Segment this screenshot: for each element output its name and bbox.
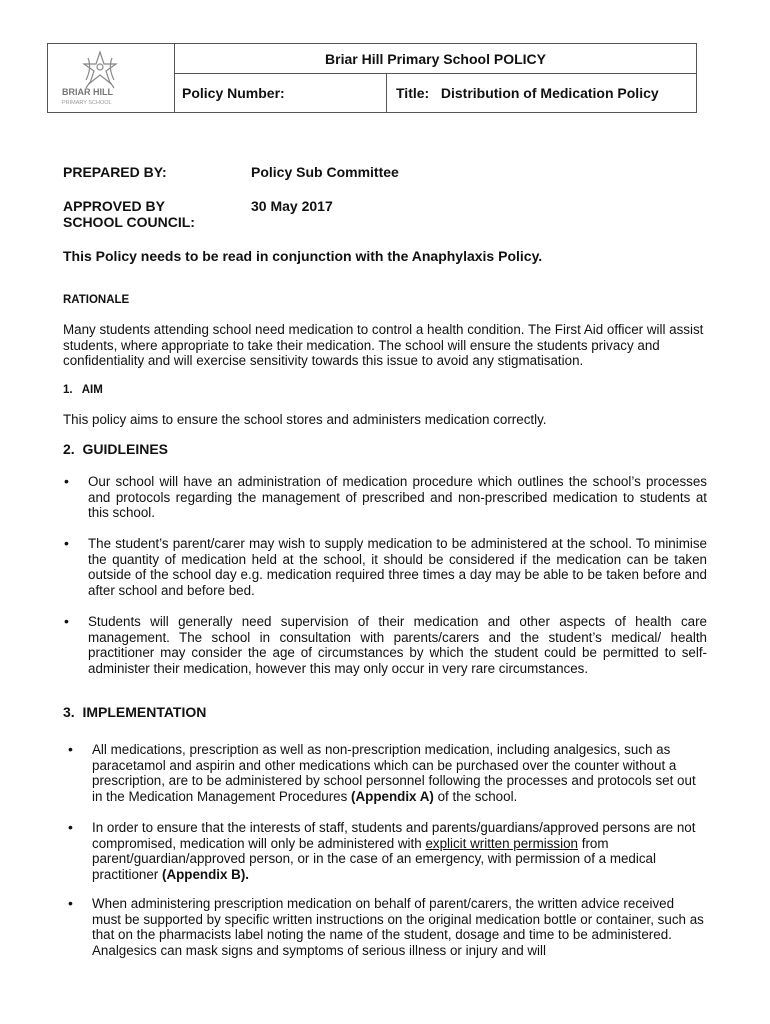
school-policy-title: Briar Hill Primary School POLICY <box>175 44 696 74</box>
anaphylaxis-notice: This Policy needs to be read in conjunction with the Anaphylaxis Policy. <box>63 248 543 264</box>
logo-cell <box>48 44 175 112</box>
guideline-item-3: Students will generally need supervision of their medication and other aspects of health care management. The school in consultation with parents/carers and the student’s medical/ health practitioner may consider the age of circumstances by which the student could be permitted to self-administer their medication, however this may only occur in very rare circumstances. <box>88 614 707 676</box>
guidelines-heading: 2. GUIDLEINES <box>63 441 169 457</box>
bullet-icon: • <box>64 613 69 629</box>
logo-name: BRIAR HILL <box>62 87 113 97</box>
rationale-heading: RATIONALE <box>63 294 130 306</box>
item-1-text: All medications, prescription as well as non-prescription medication, including analgesics, such as paracetamol and aspirin and other medications which can be purchased over the counter without a prescription, are to be administered by school personnel following the processes and protocols set out in the Medication Management Procedures <box>92 742 696 804</box>
item-1-tail: of the school. <box>437 788 518 804</box>
explicit-permission-text: explicit written permission <box>425 835 578 851</box>
aim-text: This policy aims to ensure the school stores and administers medication correctly. <box>63 412 547 427</box>
bullet-icon: • <box>68 895 73 911</box>
rationale-text: Many students attending school need medication to control a health condition. The First Aid officer will assist students, where appropriate to take their medication. The school will ensure the students privacy and confidentiality and will exercise sensitivity towards this issue to avoid any stigmatisation. <box>63 322 704 368</box>
appendix-a-ref: (Appendix A) <box>351 788 434 804</box>
implementation-item-1 <box>92 742 704 804</box>
aim-heading: 1. AIM <box>63 384 103 396</box>
bullet-icon: • <box>64 535 69 551</box>
prepared-by-label: PREPARED BY: <box>63 164 167 180</box>
bullet-icon: • <box>64 473 69 489</box>
policy-title-cell <box>387 74 696 112</box>
guideline-item-2: The student’s parent/carer may wish to supply medication to be administered at the school. To minimise the quantity of medication held at the school, it should be considered if the medication can be taken outside of the school day e.g. medication required three times a day may be able to be taken before and after school and before bed. <box>88 536 707 598</box>
approved-date: 30 May 2017 <box>251 198 333 214</box>
appendix-b-ref: (Appendix B). <box>161 866 250 882</box>
policy-header-table <box>47 43 697 113</box>
implementation-heading: 3. IMPLEMENTATION <box>63 704 207 720</box>
prepared-by-value: Policy Sub Committee <box>251 164 399 180</box>
approved-by-label: APPROVED BY <box>63 198 165 214</box>
guideline-item-1: Our school will have an administration of medication procedure which outlines the school’s processes and protocols regarding the management of prescribed and non-prescribed medication to students at this school. <box>88 474 707 520</box>
school-logo <box>60 48 160 108</box>
title-value: Distribution of Medication Policy <box>440 85 659 101</box>
implementation-item-3: When administering prescription medication on behalf of parent/carers, the written advice received must be supported by specific written instructions on the original medication bottle or container, such as that on the pharmacists label noting the name of the student, dosage and time to be administered. Analgesics can mask signs and symptoms of serious illness or injury and will <box>92 896 704 958</box>
policy-number-label: Policy Number: <box>175 74 387 112</box>
title-label: Title: <box>396 85 430 101</box>
item-2-mid: from parent/guardian/approved person, or in the case of an emergency, with permission of a medical practitioner <box>92 835 656 882</box>
school-council-label: SCHOOL COUNCIL: <box>63 214 195 230</box>
bullet-icon: • <box>68 819 73 835</box>
logo-subtitle: PRIMARY SCHOOL <box>62 100 112 106</box>
item-2-text: In order to ensure that the interests of staff, students and parents/guardians/approved persons are not compromised, medication will only be administered with <box>92 820 696 851</box>
implementation-item-2 <box>92 820 704 882</box>
bullet-icon: • <box>68 741 73 757</box>
